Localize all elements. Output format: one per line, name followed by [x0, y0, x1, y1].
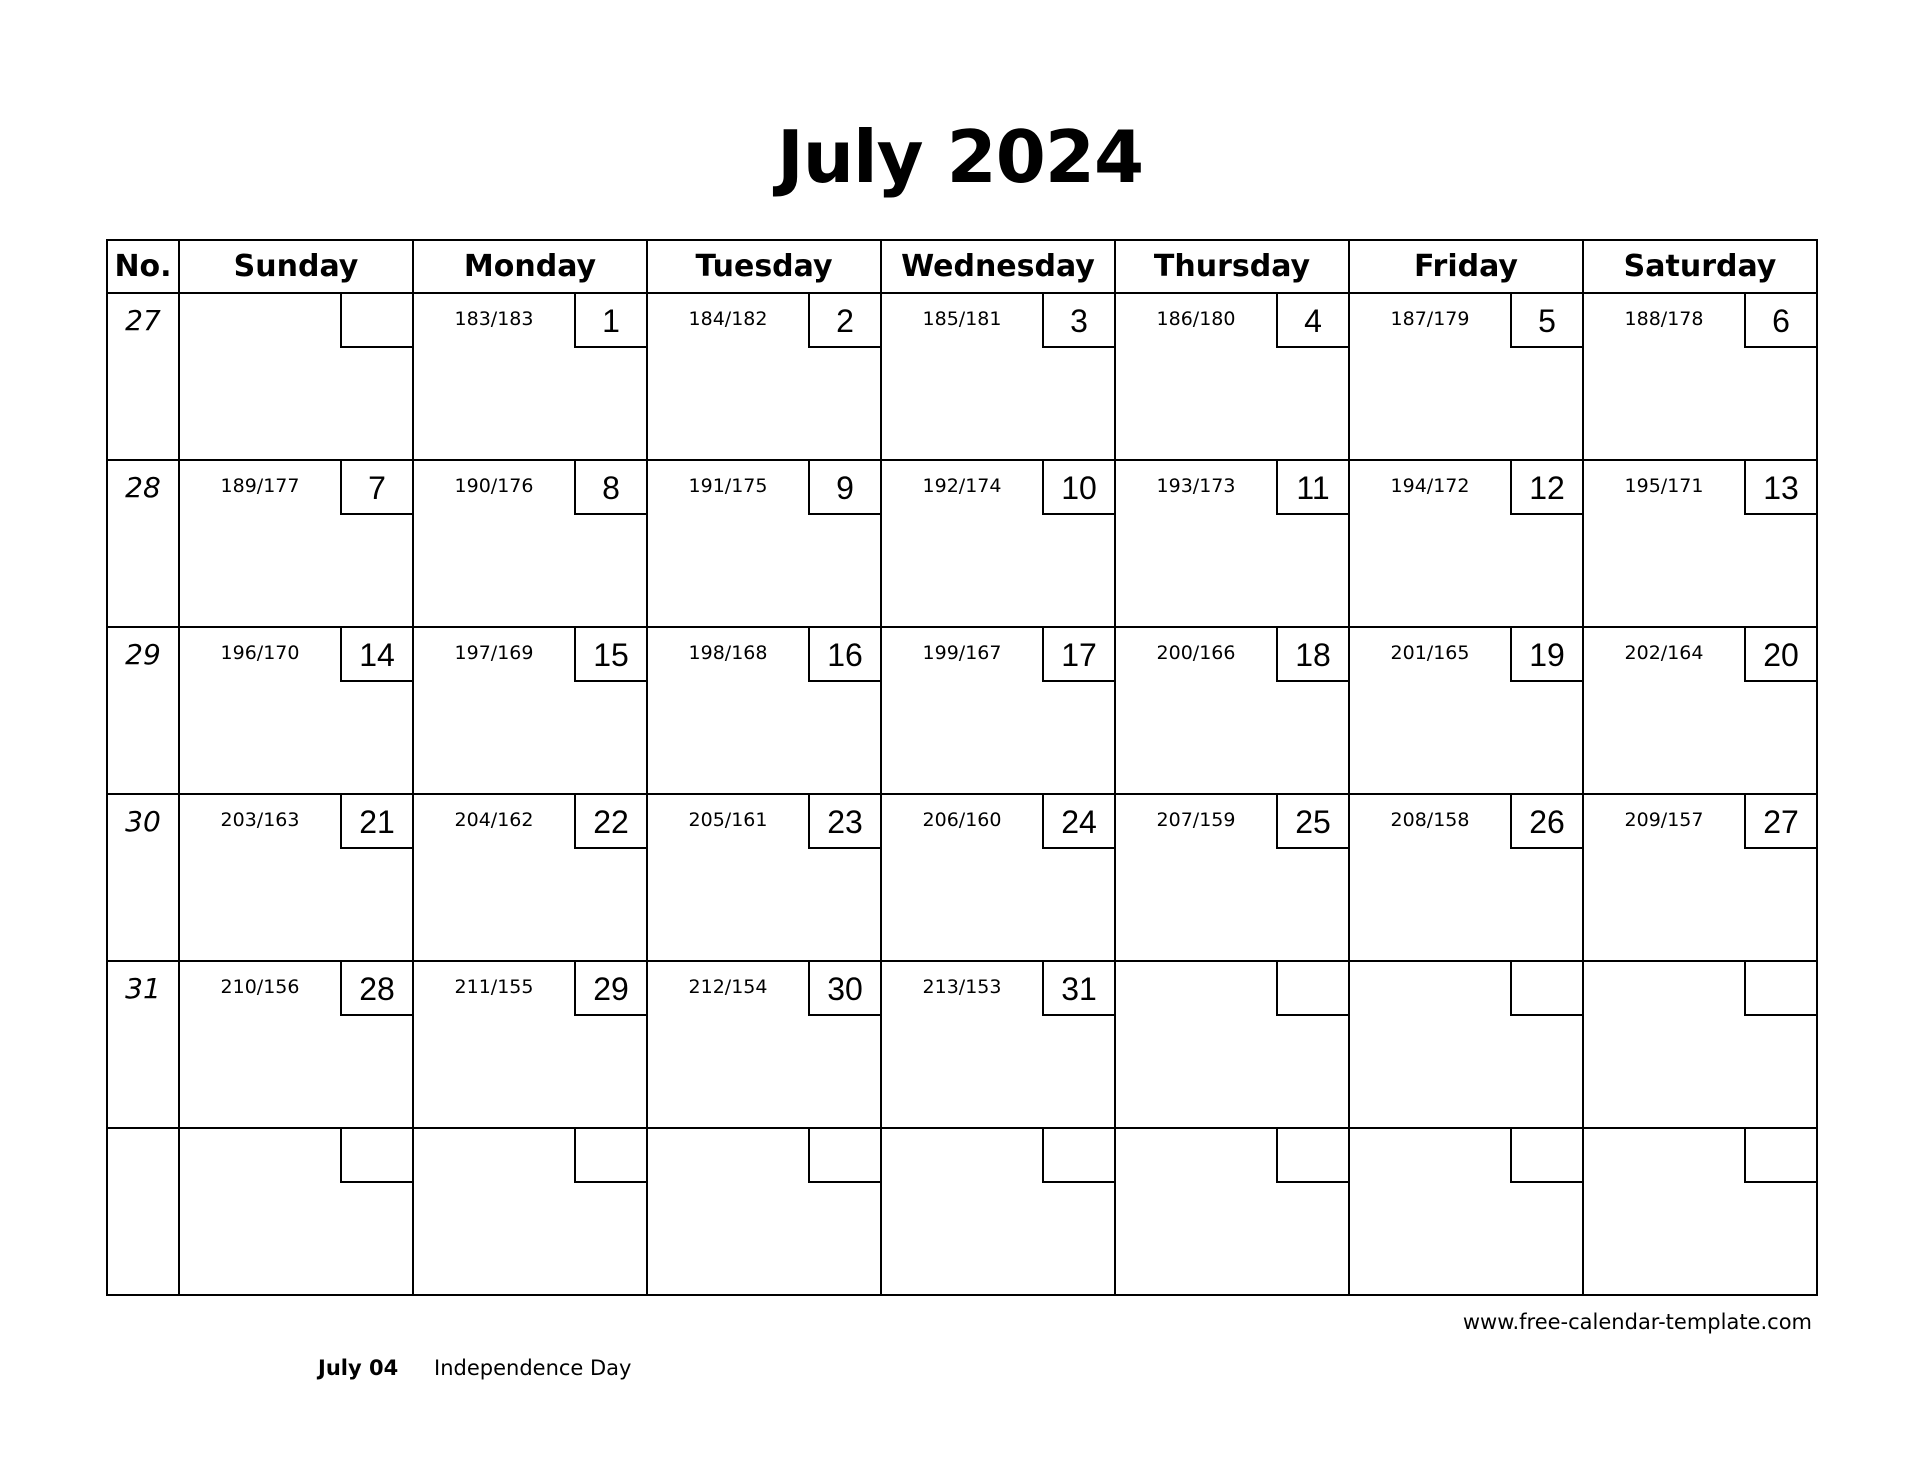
day-cell[interactable]	[1349, 627, 1583, 794]
day-of-year-counter: 202/164	[1624, 642, 1704, 664]
day-cell[interactable]	[647, 627, 881, 794]
day-cell[interactable]	[1115, 961, 1349, 1128]
day-number-box	[1042, 1127, 1116, 1183]
day-number-box: 28	[340, 960, 414, 1016]
day-cell[interactable]	[1349, 293, 1583, 460]
day-of-year-counter: 203/163	[220, 809, 300, 831]
day-of-year-counter: 209/157	[1624, 809, 1704, 831]
day-cell[interactable]	[1583, 794, 1817, 961]
day-cell[interactable]	[647, 293, 881, 460]
day-of-year-counter: 195/171	[1624, 475, 1704, 497]
day-number-box: 31	[1042, 960, 1116, 1016]
website-credit: www.free-calendar-template.com	[1462, 1310, 1812, 1334]
day-of-year-counter: 184/182	[688, 308, 768, 330]
day-number-box: 17	[1042, 626, 1116, 682]
holiday-name: Independence Day	[434, 1356, 632, 1380]
day-of-year-counter: 206/160	[922, 809, 1002, 831]
day-cell[interactable]	[413, 460, 647, 627]
day-of-year-counter: 193/173	[1156, 475, 1236, 497]
day-cell[interactable]	[647, 1128, 881, 1295]
day-cell[interactable]	[1583, 961, 1817, 1128]
day-cell[interactable]	[1115, 1128, 1349, 1295]
day-number-box: 5	[1510, 292, 1584, 348]
day-of-year-counter: 198/168	[688, 642, 768, 664]
day-number-box: 16	[808, 626, 882, 682]
day-cell[interactable]	[1583, 460, 1817, 627]
day-cell[interactable]	[881, 293, 1115, 460]
weekday-header: Thursday	[1115, 240, 1349, 293]
day-number-box	[1744, 960, 1818, 1016]
day-number-box: 22	[574, 793, 648, 849]
day-number-box: 2	[808, 292, 882, 348]
day-cell[interactable]	[179, 794, 413, 961]
day-of-year-counter: 207/159	[1156, 809, 1236, 831]
weekday-header: Wednesday	[881, 240, 1115, 293]
day-of-year-counter: 204/162	[454, 809, 534, 831]
day-number-box: 1	[574, 292, 648, 348]
day-cell[interactable]	[179, 961, 413, 1128]
day-of-year-counter: 191/175	[688, 475, 768, 497]
day-cell[interactable]	[647, 794, 881, 961]
calendar-title: July 2024	[776, 115, 1144, 199]
day-number-box: 18	[1276, 626, 1350, 682]
day-cell[interactable]	[1583, 627, 1817, 794]
day-number-box: 6	[1744, 292, 1818, 348]
day-cell[interactable]	[413, 961, 647, 1128]
day-cell[interactable]	[1583, 1128, 1817, 1295]
week-row	[107, 460, 1817, 627]
week-number	[107, 1128, 179, 1295]
day-of-year-counter: 190/176	[454, 475, 534, 497]
day-of-year-counter: 197/169	[454, 642, 534, 664]
day-cell[interactable]	[881, 460, 1115, 627]
day-cell[interactable]	[881, 961, 1115, 1128]
day-of-year-counter: 213/153	[922, 976, 1002, 998]
day-number-box: 26	[1510, 793, 1584, 849]
holiday-date: July 04	[318, 1356, 399, 1380]
day-number-box: 27	[1744, 793, 1818, 849]
week-number: 27	[107, 293, 179, 460]
calendar-grid	[106, 239, 1818, 1296]
day-cell[interactable]	[881, 627, 1115, 794]
weekday-header: Friday	[1349, 240, 1583, 293]
day-number-box	[1276, 1127, 1350, 1183]
day-cell[interactable]	[413, 293, 647, 460]
week-number: 29	[107, 627, 179, 794]
day-of-year-counter: 194/172	[1390, 475, 1470, 497]
day-of-year-counter: 201/165	[1390, 642, 1470, 664]
day-cell[interactable]	[413, 794, 647, 961]
day-number-box	[808, 1127, 882, 1183]
day-cell[interactable]	[1349, 794, 1583, 961]
day-number-box: 23	[808, 793, 882, 849]
day-of-year-counter: 185/181	[922, 308, 1002, 330]
day-number-box	[574, 1127, 648, 1183]
week-row	[107, 961, 1817, 1128]
day-of-year-counter: 196/170	[220, 642, 300, 664]
day-number-box	[1744, 1127, 1818, 1183]
day-cell[interactable]	[647, 460, 881, 627]
day-number-box	[1276, 960, 1350, 1016]
weekday-header-row	[107, 240, 1817, 293]
day-number-box: 21	[340, 793, 414, 849]
week-number-header: No.	[107, 240, 179, 293]
week-number: 28	[107, 460, 179, 627]
weekday-header: Sunday	[179, 240, 413, 293]
day-number-box: 25	[1276, 793, 1350, 849]
week-number: 30	[107, 794, 179, 961]
day-number-box: 20	[1744, 626, 1818, 682]
day-number-box	[340, 292, 414, 348]
day-of-year-counter: 208/158	[1390, 809, 1470, 831]
day-cell[interactable]	[1349, 460, 1583, 627]
day-of-year-counter: 189/177	[220, 475, 300, 497]
day-of-year-counter: 210/156	[220, 976, 300, 998]
day-number-box: 19	[1510, 626, 1584, 682]
day-cell[interactable]	[179, 627, 413, 794]
day-cell[interactable]	[1349, 961, 1583, 1128]
day-cell[interactable]	[1115, 460, 1349, 627]
day-number-box: 15	[574, 626, 648, 682]
day-number-box: 14	[340, 626, 414, 682]
day-of-year-counter: 211/155	[454, 976, 534, 998]
day-cell[interactable]	[179, 1128, 413, 1295]
weekday-header: Tuesday	[647, 240, 881, 293]
day-of-year-counter: 200/166	[1156, 642, 1236, 664]
weekday-header: Saturday	[1583, 240, 1817, 293]
day-of-year-counter: 186/180	[1156, 308, 1236, 330]
day-cell[interactable]	[1115, 794, 1349, 961]
day-cell[interactable]	[881, 794, 1115, 961]
day-of-year-counter: 212/154	[688, 976, 768, 998]
day-cell[interactable]	[647, 961, 881, 1128]
day-of-year-counter: 183/183	[454, 308, 534, 330]
day-cell[interactable]	[881, 1128, 1115, 1295]
week-row	[107, 794, 1817, 961]
day-number-box: 10	[1042, 459, 1116, 515]
day-cell[interactable]	[413, 627, 647, 794]
day-number-box: 8	[574, 459, 648, 515]
day-number-box	[1510, 960, 1584, 1016]
day-cell[interactable]	[413, 1128, 647, 1295]
day-cell[interactable]	[1349, 1128, 1583, 1295]
day-of-year-counter: 187/179	[1390, 308, 1470, 330]
day-number-box: 24	[1042, 793, 1116, 849]
day-number-box: 3	[1042, 292, 1116, 348]
day-number-box	[1510, 1127, 1584, 1183]
day-of-year-counter: 199/167	[922, 642, 1002, 664]
day-cell[interactable]	[179, 460, 413, 627]
day-number-box: 12	[1510, 459, 1584, 515]
day-number-box: 9	[808, 459, 882, 515]
day-cell[interactable]	[1115, 293, 1349, 460]
day-cell[interactable]	[1115, 627, 1349, 794]
day-number-box: 4	[1276, 292, 1350, 348]
day-of-year-counter: 188/178	[1624, 308, 1704, 330]
week-row	[107, 1128, 1817, 1295]
week-row	[107, 293, 1817, 460]
day-number-box	[340, 1127, 414, 1183]
week-number: 31	[107, 961, 179, 1128]
day-number-box: 30	[808, 960, 882, 1016]
week-row	[107, 627, 1817, 794]
day-number-box: 11	[1276, 459, 1350, 515]
day-number-box: 7	[340, 459, 414, 515]
weekday-header: Monday	[413, 240, 647, 293]
day-number-box: 29	[574, 960, 648, 1016]
day-number-box: 13	[1744, 459, 1818, 515]
day-cell[interactable]	[179, 293, 413, 460]
day-of-year-counter: 192/174	[922, 475, 1002, 497]
day-of-year-counter: 205/161	[688, 809, 768, 831]
day-cell[interactable]	[1583, 293, 1817, 460]
